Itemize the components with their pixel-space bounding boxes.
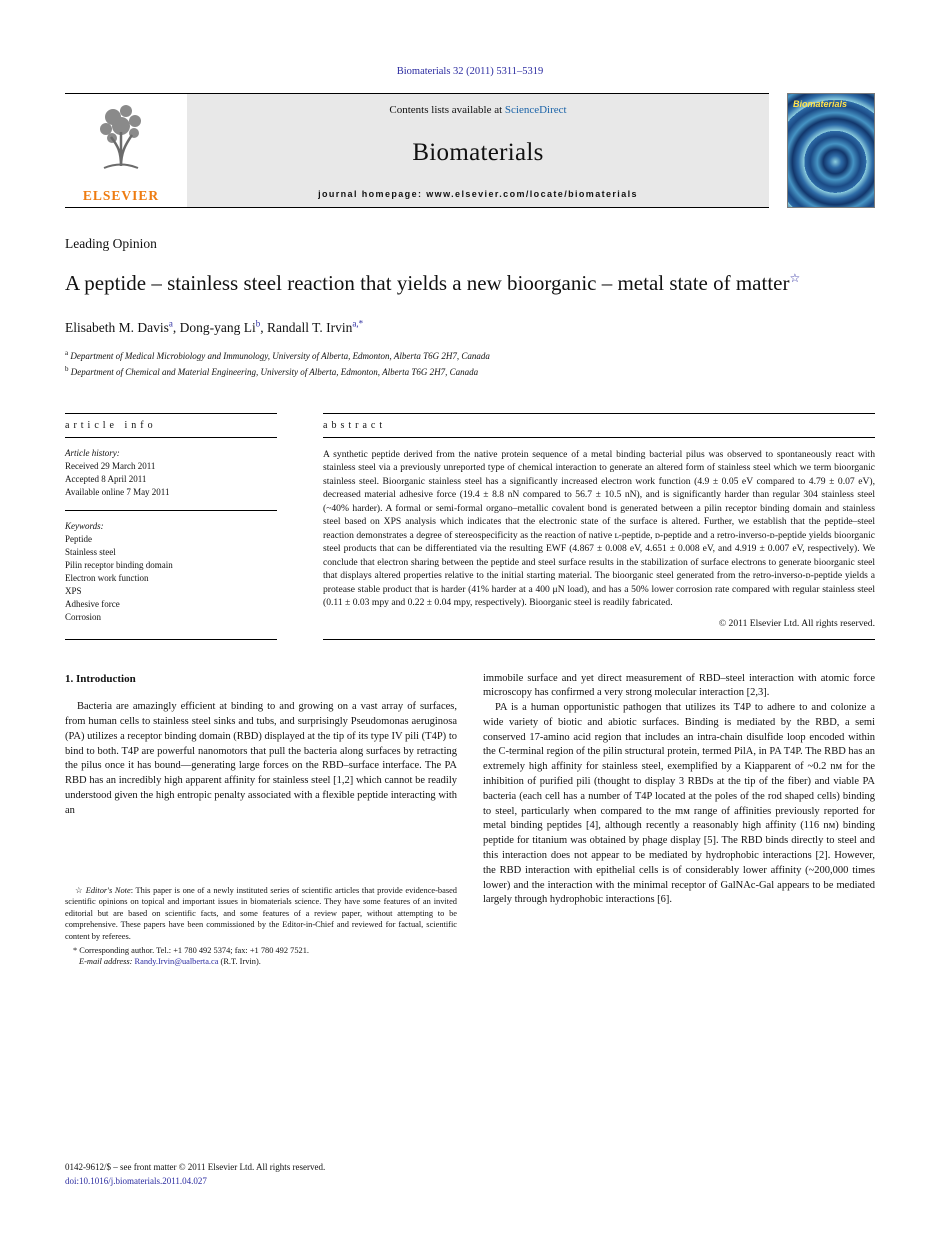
article-title (65, 265, 835, 297)
author-line (65, 318, 875, 336)
affiliations (65, 347, 875, 379)
page-footer (65, 1161, 325, 1188)
keyword: Adhesive force (65, 598, 120, 609)
body-paragraph: PA is a human opportunistic pathogen that utilizes its T4P to adhere to and colonize a wide variety of biotic and abiotic surfaces. Binding is mediated by the RBD, a semi conserved 17-amino acid region that includes an intra-chain disulfide loop encoded within the C-terminal region of the pilin structural protein, termed PilA, in PA T4P. The RBD has an extremely high affinity for stainless steel, exemplified by a Kiapparent of ~0.2 nᴍ for the inhibition of purified pili (thought to display 3 RBDs at the tip of the fiber) and viable PA bacteria (each cell has a number of T4P located at the poles of the rod shaped cells) binding to steel, particularly when compared to the mᴍ range of affinities previously reported for metal binding peptides [4], although recently a reasonably high affinity (116 nᴍ) binding peptide for titanium was obtained by phage display [5]. The RBD binds directly to steel and this interaction does not appear to be mediated by hydrophobic interactions [2]. However, the RBD interaction with epithelial cells is of considerably lower affinity (~200,000 times lower) and the interaction with the minimal receptor of GalNAc-Gal appears to be mediated largely through hydrophobic interactions [6]. (483, 702, 875, 906)
article-info-column (65, 413, 277, 640)
author (65, 320, 180, 335)
body-columns (65, 672, 875, 968)
history-line: Received 29 March 2011 (65, 460, 156, 471)
elsevier-logo (65, 94, 177, 207)
editors-note (65, 885, 457, 943)
keyword: Stainless steel (65, 546, 116, 557)
affiliation-text: Department of Medical Microbiology and Immunology, University of Alberta, Edmonton, Alberta T6G 2H7, Canada (68, 350, 490, 361)
history-line: Accepted 8 April 2011 (65, 473, 147, 484)
editors-note-label: Editor's Note (85, 885, 131, 895)
journal-homepage-link[interactable]: journal homepage: www.elsevier.com/locate/biomaterials (318, 189, 638, 199)
title-footnote-marker[interactable]: ☆ (789, 271, 801, 285)
keyword: Corrosion (65, 611, 101, 622)
keyword: Peptide (65, 533, 92, 544)
body-left-column (65, 672, 457, 968)
email-suffix: (R.T. Irvin). (218, 957, 261, 967)
abstract-text: A synthetic peptide derived from the native protein sequence of a metal binding bacterial pilus was observed to spontaneously react with stainless steel via a previously unreported type of chemical interaction to generate an altered form of stainless steel which we term bioorganic stainless steel. Bioorganic stainless steel has a significantly increased electron work function (4.9 ± 0.05 eV compared to 4.79 ± 0.07 eV), decreased material adhesive force (19.4 ± 8.8 nN compared to 56.7 ± 10.5 nN), and is significantly harder than regular 304 stainless steel (~40% harder). A formal or semi-formal organo–metallic covalent bond is generated between a pilin receptor binding domain and stainless steel based on XPS analysis which indicates that the electronic state of the surface is altered. Further, we establish that the peptide–steel reaction demonstrates a degree of stereospecificity as the reaction of native ʟ-peptide, ᴅ-peptide and a retro-inverso-ᴅ-peptide yields bioorganic steel products that can be differentiated via the resulting EWF (4.867 ± 0.008 eV, 4.651 ± 0.008 eV, and 4.919 ± 0.007 eV, respectively). We conclude that electron sharing between the peptide and steel surface results in the stabilization of surface electrons to generate bioorganic steel that displays altered properties relative to the initial starting material. The bioorganic steel generated from the retro-inverso-ᴅ-peptide yields a protease stable product that is harder (41% harder at a 400 μN load), and has a 50% lower corrosion rate compared with regular stainless steel (0.11 ± 0.03 mpy and 0.22 ± 0.04 mpy, respectively). Bioorganic steel is readily fabricated. (323, 448, 875, 608)
journal-banner (187, 94, 769, 207)
article-history-label: Article history: (65, 447, 120, 458)
author-separator: , (172, 319, 180, 335)
keywords-label: Keywords: (65, 520, 104, 531)
journal-title: Biomaterials (412, 138, 544, 166)
author-name: Elisabeth M. Davis (65, 319, 169, 335)
journal-citation (65, 0, 875, 77)
affiliation-text: Department of Chemical and Material Engineering, University of Alberta, Edmonton, Alberta T6G 2H7, Canada (68, 366, 479, 377)
keyword: Pilin receptor binding domain (65, 559, 173, 570)
editors-note-text: : This paper is one of a newly instituted series of scientific articles that provide evidence-based scientific opinions on topical and important issues in biomaterials science. They have some features of an invited editorial but are based on scientific facts, and some features of a review paper, without attempting to be comprehensive. These papers have been commissioned by the Editor-in-Chief and reviewed for factual, scientific content by referees. (65, 885, 457, 942)
email-label: E-mail address: (79, 957, 135, 967)
email-line (65, 956, 457, 968)
author-affiliation-marker[interactable]: a,* (352, 318, 364, 328)
corresponding-author-note: * Corresponding author. Tel.: +1 780 492 5374; fax: +1 780 492 7521. (73, 945, 309, 955)
author-affiliation-marker[interactable]: b (255, 318, 261, 328)
section-heading-introduction: 1. Introduction (65, 672, 136, 685)
abstract-copyright: © 2011 Elsevier Ltd. All rights reserved. (718, 617, 875, 629)
footnotes-block (65, 885, 457, 968)
email-link[interactable]: Randy.Irvin@ualberta.ca (134, 957, 219, 967)
author-separator: , (260, 319, 267, 335)
author-name: Randall T. Irvin (266, 319, 353, 335)
affiliation-line (65, 347, 875, 363)
affiliation-marker: b (65, 364, 69, 373)
keyword: XPS (65, 585, 82, 596)
affiliation-marker: a (65, 348, 69, 357)
journal-cover-thumbnail (787, 93, 875, 208)
contents-line (389, 104, 566, 116)
affiliation-line (65, 363, 875, 379)
article-info-heading: article info (65, 419, 157, 431)
keyword: Electron work function (65, 572, 149, 583)
author-affiliation-marker[interactable]: a (168, 318, 173, 328)
article-title-text: A peptide – stainless steel reaction that yields a new bioorganic – metal state of matter (65, 271, 790, 295)
masthead-main (65, 93, 769, 208)
history-line: Available online 7 May 2011 (65, 486, 170, 497)
body-right-column (483, 672, 875, 968)
keywords-block (65, 511, 277, 635)
sciencedirect-link[interactable]: ScienceDirect (504, 104, 567, 116)
body-paragraph: Bacteria are amazingly efficient at binding to and growing on a vast array of surfaces, from human cells to stainless steel sinks and tubs, and surprisingly Pseudomonas aeruginosa (PA) utilizes a receptor binding domain (RBD) displayed at the tip of its type IV pili (T4P) to bind to both. T4P are powerful nanomotors that pull the bacteria along surfaces by retracting the pilus once it has bound—generating large forces on the RBD–surface interface. The PA RBD has an incredibly high apparent affinity for stainless steel [1,2] which cannot be readily understood given the high entropic penalty associated with a flexible peptide interacting with an (65, 701, 457, 816)
editors-note-marker: ☆ (75, 885, 86, 895)
section-label-leading-opinion: Leading Opinion (65, 236, 157, 251)
doi-link[interactable]: doi:10.1016/j.biomaterials.2011.04.027 (65, 1175, 207, 1186)
masthead (65, 93, 875, 208)
article-history (65, 438, 277, 510)
author-name: Dong-yang Li (179, 319, 256, 335)
author (180, 320, 267, 335)
author (267, 320, 363, 335)
issn-copyright-line: 0142-9612/$ – see front matter © 2011 Elsevier Ltd. All rights reserved. (65, 1162, 326, 1172)
info-abstract-block (65, 413, 875, 640)
elsevier-tree-icon (90, 100, 152, 179)
cover-title: Biomaterials (793, 99, 848, 109)
journal-citation-link[interactable]: Biomaterials 32 (2011) 5311–5319 (396, 66, 544, 77)
body-paragraph: immobile surface and yet direct measurement of RBD–steel interaction with atomic force microscopy has confirmed a very strong molecular interaction [2,3]. (483, 672, 875, 699)
abstract-column (323, 413, 875, 640)
abstract-heading: abstract (323, 419, 387, 431)
elsevier-wordmark: ELSEVIER (82, 188, 160, 203)
contents-line-text: Contents lists available at (389, 104, 505, 116)
